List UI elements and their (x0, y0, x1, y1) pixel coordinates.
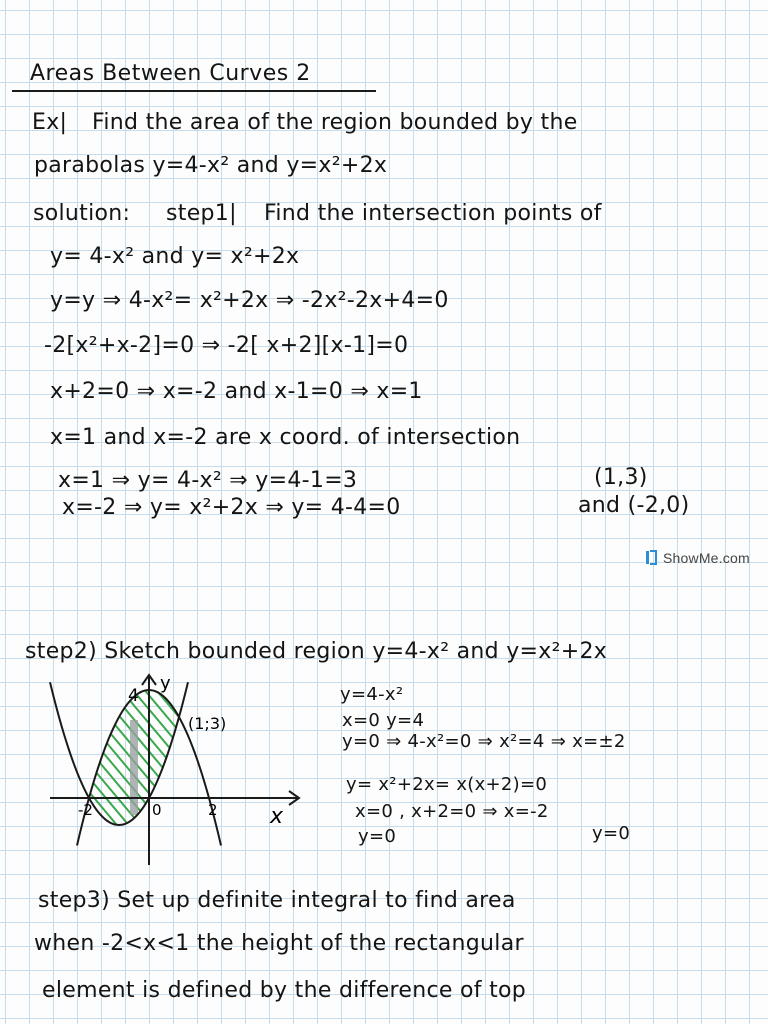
x-axis-label: x (270, 804, 284, 829)
step3-line-2: when -2<x<1 the height of the rectangular (34, 931, 524, 956)
solution-line-6: x=1 ⇒ y= 4-x² ⇒ y=4-1=3 (58, 468, 358, 493)
solution-line-3: -2[x²+x-2]=0 ⇒ -2[ x+2][x-1]=0 (44, 333, 409, 358)
solution-line-2: y=y ⇒ 4-x²= x²+2x ⇒ -2x²-2x+4=0 (50, 288, 449, 313)
showme-logo-icon (645, 550, 659, 566)
title-underline (12, 90, 376, 92)
region-sketch-graph (40, 665, 320, 870)
note-line-6: y=0 (358, 826, 397, 847)
solution-line-5: x=1 and x=-2 are x coord. of intersection (50, 425, 521, 450)
y-tick-4: 4 (128, 686, 139, 706)
example-label: Ex| (32, 110, 68, 135)
note-line-7: y=0 (592, 823, 631, 844)
note-line-3: y=0 ⇒ 4-x²=0 ⇒ x²=4 ⇒ x=±2 (342, 731, 626, 752)
rectangular-element (130, 720, 138, 815)
x-tick-0: 0 (152, 801, 162, 819)
intersection-label: (1;3) (188, 714, 227, 733)
x-tick-neg2: -2 (78, 801, 93, 819)
step1-text: Find the intersection points of (264, 201, 602, 226)
note-line-5: x=0 , x+2=0 ⇒ x=-2 (355, 801, 549, 822)
page-title: Areas Between Curves 2 (30, 61, 311, 86)
solution-label: solution: (33, 201, 131, 226)
step3-line-3: element is defined by the difference of top (42, 978, 527, 1003)
step1-label: step1| (166, 201, 237, 226)
intersection-point-1: (1,3) (594, 465, 648, 490)
y-axis-label: y (160, 673, 171, 694)
solution-line-1: y= 4-x² and y= x²+2x (50, 244, 300, 269)
solution-line-7: x=-2 ⇒ y= x²+2x ⇒ y= 4-4=0 (62, 495, 401, 520)
showme-logo (645, 550, 750, 566)
example-line-1: Find the area of the region bounded by the (92, 110, 578, 135)
solution-line-4: x+2=0 ⇒ x=-2 and x-1=0 ⇒ x=1 (50, 379, 423, 404)
showme-logo-text: ShowMe.com (663, 550, 750, 566)
example-line-2: parabolas y=4-x² and y=x²+2x (34, 153, 388, 178)
intersection-point-2: and (-2,0) (578, 493, 690, 518)
note-line-1: y=4-x² (340, 684, 404, 705)
note-line-4: y= x²+2x= x(x+2)=0 (346, 774, 548, 795)
step3-line-1: step3) Set up definite integral to find area (38, 888, 516, 913)
note-line-2: x=0 y=4 (342, 710, 425, 731)
step2-heading: step2) Sketch bounded region y=4-x² and y=x²+2x (25, 639, 608, 664)
x-tick-2: 2 (208, 801, 218, 819)
